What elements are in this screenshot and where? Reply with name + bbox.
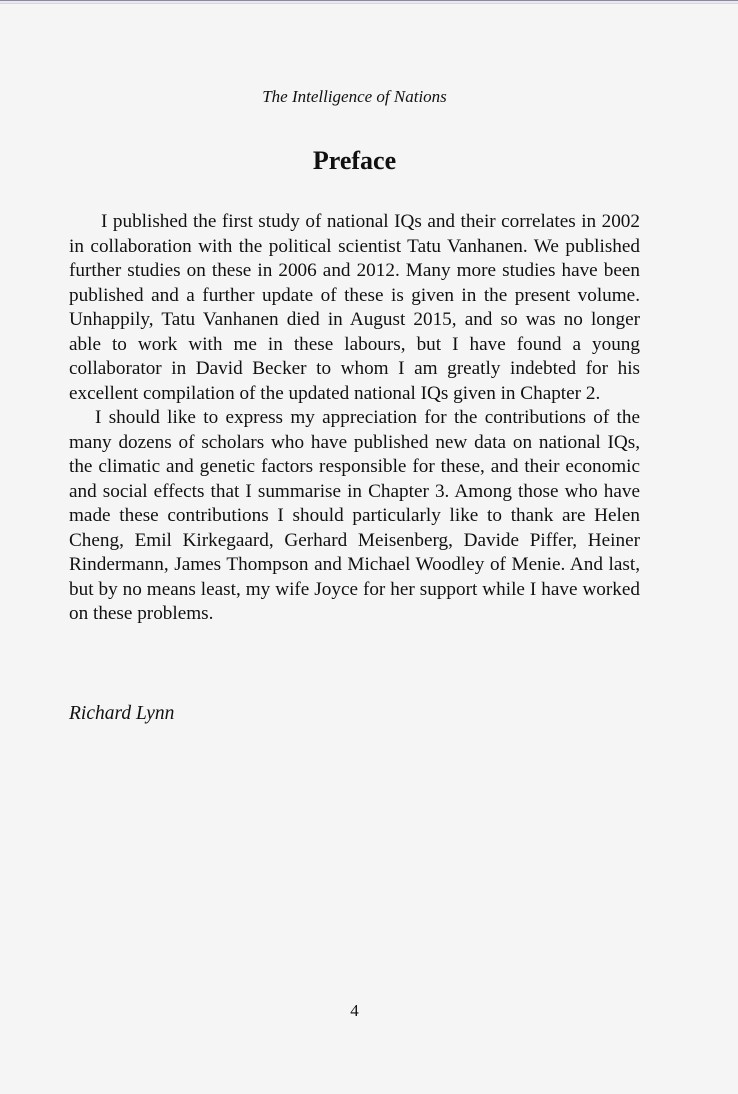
preface-body — [69, 210, 640, 627]
page-number: 4 — [350, 1001, 359, 1020]
paragraph-2: I should like to express my appreciation for the contributions of the many dozens of scholars who have published new data on national IQs, the climatic and genetic factors responsible for these, and their economic and social effects that I summarise in Chapter 3. Among those who have made these contributions I should particularly like to thank are Helen Cheng, Emil Kirkegaard, Gerhard Meisenberg, Davide Piffer, Heiner Rindermann, James Thompson and Michael Woodley of Menie. And last, but by no means least, my wife Joyce for her support while I have worked on these problems. — [69, 407, 640, 624]
viewer-top-border — [0, 0, 738, 4]
running-header: The Intelligence of Nations — [262, 87, 447, 106]
page-title: Preface — [312, 146, 397, 175]
author-signature: Richard Lynn — [69, 703, 175, 724]
paragraph-1: I published the first study of national IQs and their correlates in 2002 in collaboration with the political scientist Tatu Vanhanen. We published further studies on these in 2006 and 2012. Many more studies have been published and a further update of these is given in the present volume. Unhappily, Tatu Vanhanen died in August 2015, and so was no longer able to work with me in these labours, but I have found a young collaborator in David Becker to whom I am greatly indebted for his excellent compilation of the updated national IQs given in Chapter 2. — [69, 211, 640, 404]
